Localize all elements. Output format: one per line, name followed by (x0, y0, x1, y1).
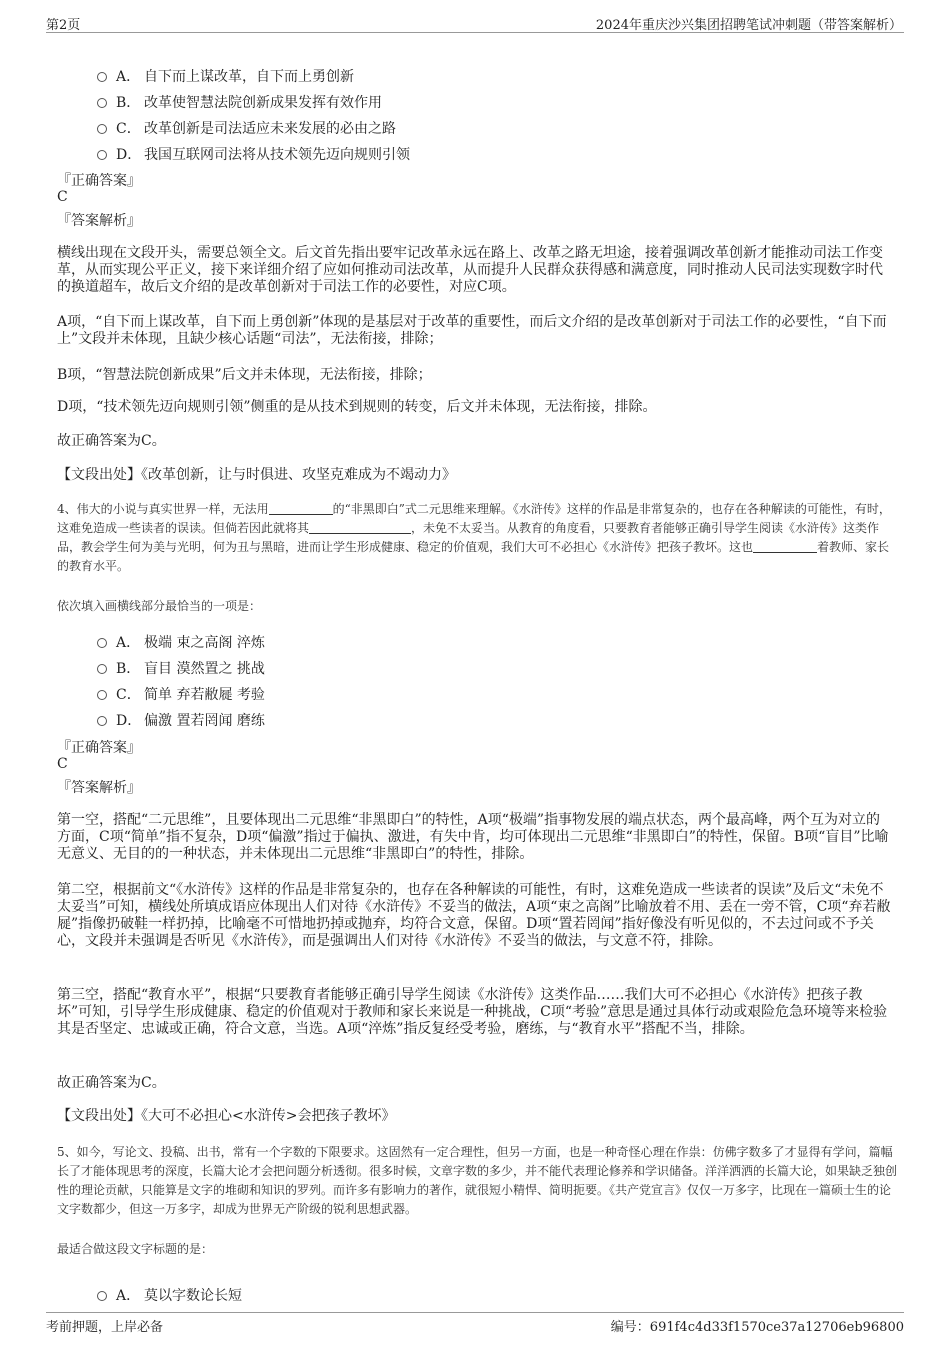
blank-3 (753, 540, 817, 553)
blank-2 (309, 521, 411, 534)
option-c[interactable]: C． 简单 弃若敝屣 考验 (97, 684, 265, 704)
radio-icon[interactable] (97, 98, 107, 108)
question-4-text: 4、伟大的小说与真实世界一样，无法用 的“非黑即白”式二元思维来理解。《水浒传》这样的作品是非常复杂的，也存在各种解读的可能性，有时，这难免造成一些读者的误读。但倘若因此就将其 ，未免不太妥当。从教育的角度看，只要教育者能够正确引导学生阅读《水浒传》这类作品，教会学生何为美与光明，何为丑与黑暗，进而让学生形成健康、稳定的价值观，我们大可不必担心《水浒传》把孩子教坏。这也 着教师、家长的教育水平。 (57, 502, 891, 573)
source-citation: 【文段出处】《大可不必担心<水浒传>会把孩子教坏》 (57, 1108, 396, 1124)
answer-value: C (57, 189, 68, 205)
radio-icon[interactable] (97, 664, 107, 674)
option-a[interactable]: A． 极端 束之高阁 淬炼 (97, 632, 265, 652)
analysis-paragraph: 第二空，根据前文“《水浒传》这样的作品是非常复杂的，也存在各种解读的可能性，有时，这难免造成一些读者的误读”及后文“未免不太妥当”可知，横线处所填成语应体现出人们对待《水浒传》不妥当的做法，A项“束之高阁”比喻放着不用、丢在一旁不管，C项“弃若敝屣”指像扔破鞋一样扔掉，比喻毫不可惜地扔掉或抛弃，均符合文意，保留。D项“置若罔闻”指好像没有听见似的，不去过问或不予关心，文段并未强调是否听见《水浒传》，而是强调出人们对待《水浒传》不妥当的做法，与文意不符，排除。 (57, 882, 891, 949)
analysis-paragraph: D项，“技术领先迈向规则引领”侧重的是从技术到规则的转变，后文并未体现，无法衔接，排除。 (57, 399, 657, 415)
answer-label: 『正确答案』 (57, 740, 141, 756)
analysis-paragraph: A项，“自下而上谋改革，自下而上勇创新”体现的是基层对于改革的重要性，而后文介绍的是改革创新对于司法工作的必要性，“自下而上”文段并未体现，且缺少核心话题“司法”，无法衔接，排除； (57, 314, 887, 347)
radio-icon[interactable] (97, 1291, 107, 1301)
analysis-paragraph: 横线出现在文段开头，需要总领全文。后文首先指出要牢记改革永远在路上、改革之路无坦途，接着强调改革创新才能推动司法工作变革，从而实现公平正义，接下来详细介绍了应如何推动司法改革，从而提升人民群众获得感和满意度，同时推动人民司法实现数字时代的换道超车，故后文介绍的是改革创新对于司法工作的必要性，对应C项。 (57, 245, 883, 295)
option-d[interactable]: D． 偏激 置若罔闻 磨练 (97, 710, 265, 730)
source-citation: 【文段出处】《改革创新，让与时俱进、攻坚克难成为不竭动力》 (57, 467, 456, 483)
analysis-paragraph: 第三空，搭配“教育水平”，根据“只要教育者能够正确引导学生阅读《水浒传》这类作品……我们大可不必担心《水浒传》把孩子教坏”可知，引导学生形成健康、稳定的价值观对于教师和家长来说是一种挑战，C项“考验”意思是通过具体行动或艰险危急环境等来检验其是否坚定、忠诚或正确，符合文意，当选。A项“淬炼”指反复经受考验，磨练，与“教育水平”搭配不当，排除。 (57, 987, 888, 1037)
option-a[interactable]: A． 莫以字数论长短 (97, 1285, 242, 1305)
radio-icon[interactable] (97, 690, 107, 700)
analysis-paragraph: B项，“智慧法院创新成果”后文并未体现，无法衔接，排除； (57, 367, 432, 383)
radio-icon[interactable] (97, 716, 107, 726)
analysis-label: 『答案解析』 (57, 780, 141, 796)
document-title: 2024年重庆沙兴集团招聘笔试冲刺题（带答案解析） (595, 18, 902, 33)
answer-conclusion: 故正确答案为C。 (57, 433, 166, 449)
question-prompt: 最适合做这段文字标题的是： (57, 1242, 214, 1256)
page-header (46, 12, 904, 33)
radio-icon[interactable] (97, 150, 107, 160)
option-c[interactable]: C． 改革创新是司法适应未来发展的必由之路 (97, 118, 396, 138)
answer-value: C (57, 756, 68, 772)
page-footer (46, 1312, 904, 1335)
question-5-text: 5、如今，写论文、投稿、出书，常有一个字数的下限要求。这固然有一定合理性，但另一方面，也是一种奇怪心理在作祟：仿佛字数多了才显得有学问，篇幅长了才能体现思考的深度，长篇大论才会把问题分析透彻。很多时候，文章字数的多少，并不能代表理论修养和学识储备。洋洋洒洒的长篇大论，如果缺乏独创性的理论贡献，只能算是文字的堆砌和知识的罗列。而许多有影响力的著作，就很短小精悍、简明扼要。《共产党宣言》仅仅一万多字，比现在一篇硕士生的论文字数都少，但这一万多字，却成为世界无产阶级的锐利思想武器。 (57, 1145, 898, 1216)
radio-icon[interactable] (97, 124, 107, 134)
option-a[interactable]: A． 自下而上谋改革，自下而上勇创新 (97, 66, 354, 86)
answer-conclusion: 故正确答案为C。 (57, 1075, 166, 1091)
option-b[interactable]: B． 盲目 漠然置之 挑战 (97, 658, 265, 678)
question-prompt: 依次填入画横线部分最恰当的一项是： (57, 599, 262, 613)
document-id: 编号：691f4c4d33f1570ce37a12706eb96800 (610, 1320, 904, 1335)
option-d[interactable]: D． 我国互联网司法将从技术领先迈向规则引领 (97, 144, 410, 164)
footer-slogan: 考前押题，上岸必备 (46, 1320, 164, 1335)
radio-icon[interactable] (97, 638, 107, 648)
blank-1 (269, 502, 333, 515)
analysis-paragraph: 第一空，搭配“二元思维”，且要体现出二元思维“非黑即白”的特性，A项“极端”指事物发展的端点状态，两个最高峰，两个互为对立的方面，C项“简单”指不复杂，D项“偏激”指过于偏执、激进，有失中肯，均可体现出二元思维“非黑即白”的特性，保留。B项“盲目”比喻无意义、无目的的一种状态，并未体现出二元思维“非黑即白”的特性，排除。 (57, 812, 889, 862)
radio-icon[interactable] (97, 72, 107, 82)
page-number: 第2页 (46, 18, 81, 33)
answer-label: 『正确答案』 (57, 173, 141, 189)
analysis-label: 『答案解析』 (57, 213, 141, 229)
option-b[interactable]: B． 改革使智慧法院创新成果发挥有效作用 (97, 92, 382, 112)
